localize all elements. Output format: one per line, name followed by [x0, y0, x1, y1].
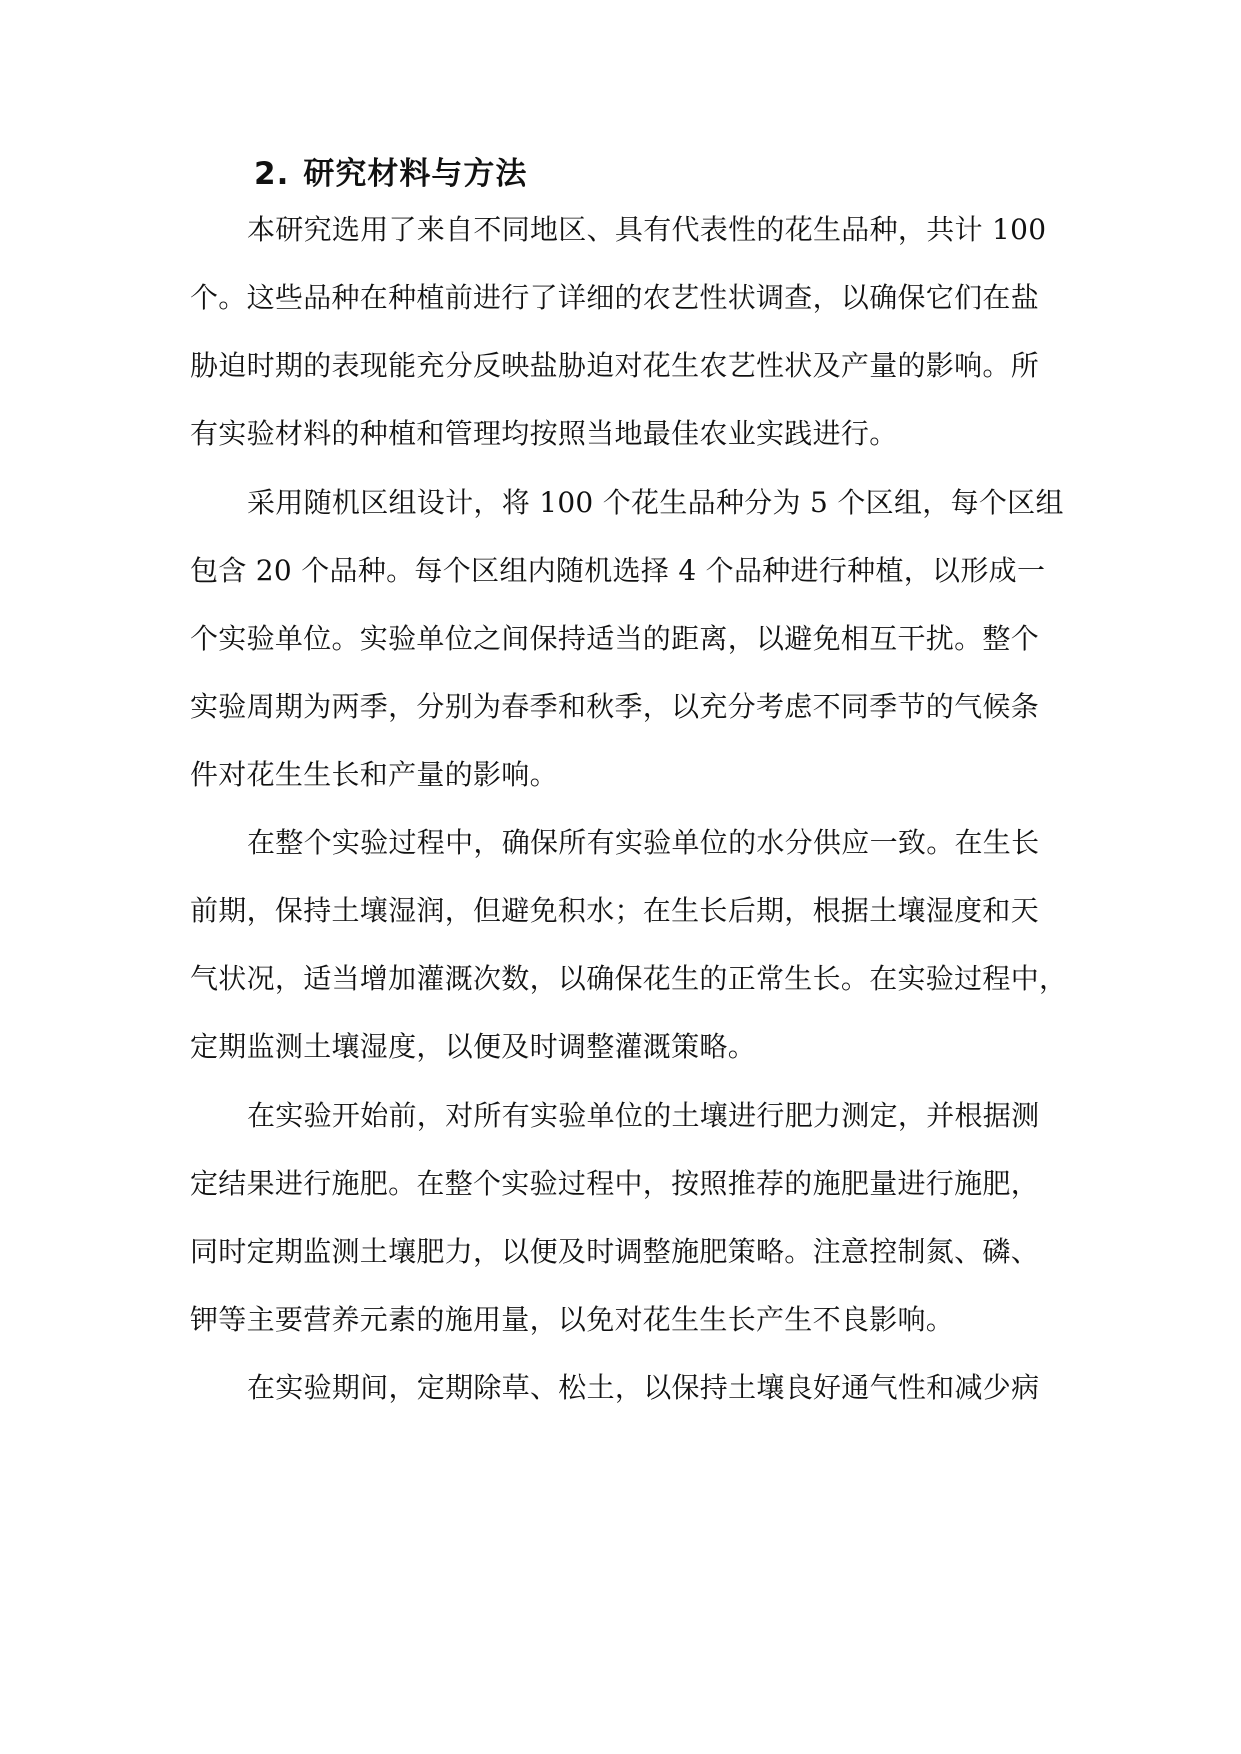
paragraph-4-line-4: 钾等主要营养元素的施用量，以免对花生生长产生不良影响。 [190, 1303, 955, 1336]
paragraph-1-line-3: 胁迫时期的表现能充分反映盐胁迫对花生农艺性状及产量的影响。所 [190, 349, 1040, 382]
paragraph-4-line-1: 在实验开始前，对所有实验单位的土壤进行肥力测定，并根据测 [247, 1099, 1040, 1132]
paragraph-1-line-4: 有实验材料的种植和管理均按照当地最佳农业实践进行。 [190, 417, 898, 450]
paragraph-4-line-2: 定结果进行施肥。在整个实验过程中，按照推荐的施肥量进行施肥， [190, 1167, 1040, 1200]
section-title: 研究材料与方法 [303, 156, 528, 192]
paragraph-3-line-4: 定期监测土壤湿度，以便及时调整灌溉策略。 [190, 1030, 757, 1063]
paragraph-2-line-2: 包含 20 个品种。每个区组内随机选择 4 个品种进行种植，以形成一 [190, 554, 1046, 587]
section-number: 2. [254, 156, 290, 192]
paragraph-3-line-1: 在整个实验过程中，确保所有实验单位的水分供应一致。在生长 [247, 826, 1040, 859]
paragraph-4-line-3: 同时定期监测土壤肥力，以便及时调整施肥策略。注意控制氮、磷、 [190, 1235, 1040, 1268]
paragraph-2-line-1: 采用随机区组设计，将 100 个花生品种分为 5 个区组，每个区组 [247, 486, 1064, 519]
paragraph-3-line-3: 气状况，适当增加灌溉次数，以确保花生的正常生长。在实验过程中， [190, 962, 1068, 995]
paragraph-2-line-3: 个实验单位。实验单位之间保持适当的距离，以避免相互干扰。整个 [190, 622, 1040, 655]
section-heading [254, 152, 527, 196]
paragraph-2-line-4: 实验周期为两季，分别为春季和秋季，以充分考虑不同季节的气候条 [190, 690, 1040, 723]
paragraph-1-line-2: 个。这些品种在种植前进行了详细的农艺性状调查，以确保它们在盐 [190, 281, 1040, 314]
paragraph-2-line-5: 件对花生生长和产量的影响。 [190, 758, 558, 791]
paragraph-1-line-1: 本研究选用了来自不同地区、具有代表性的花生品种，共计 100 [247, 213, 1047, 246]
paragraph-3-line-2: 前期，保持土壤湿润，但避免积水；在生长后期，根据土壤湿度和天 [190, 894, 1040, 927]
paragraph-5-line-1: 在实验期间，定期除草、松土，以保持土壤良好通气性和减少病 [247, 1371, 1040, 1404]
